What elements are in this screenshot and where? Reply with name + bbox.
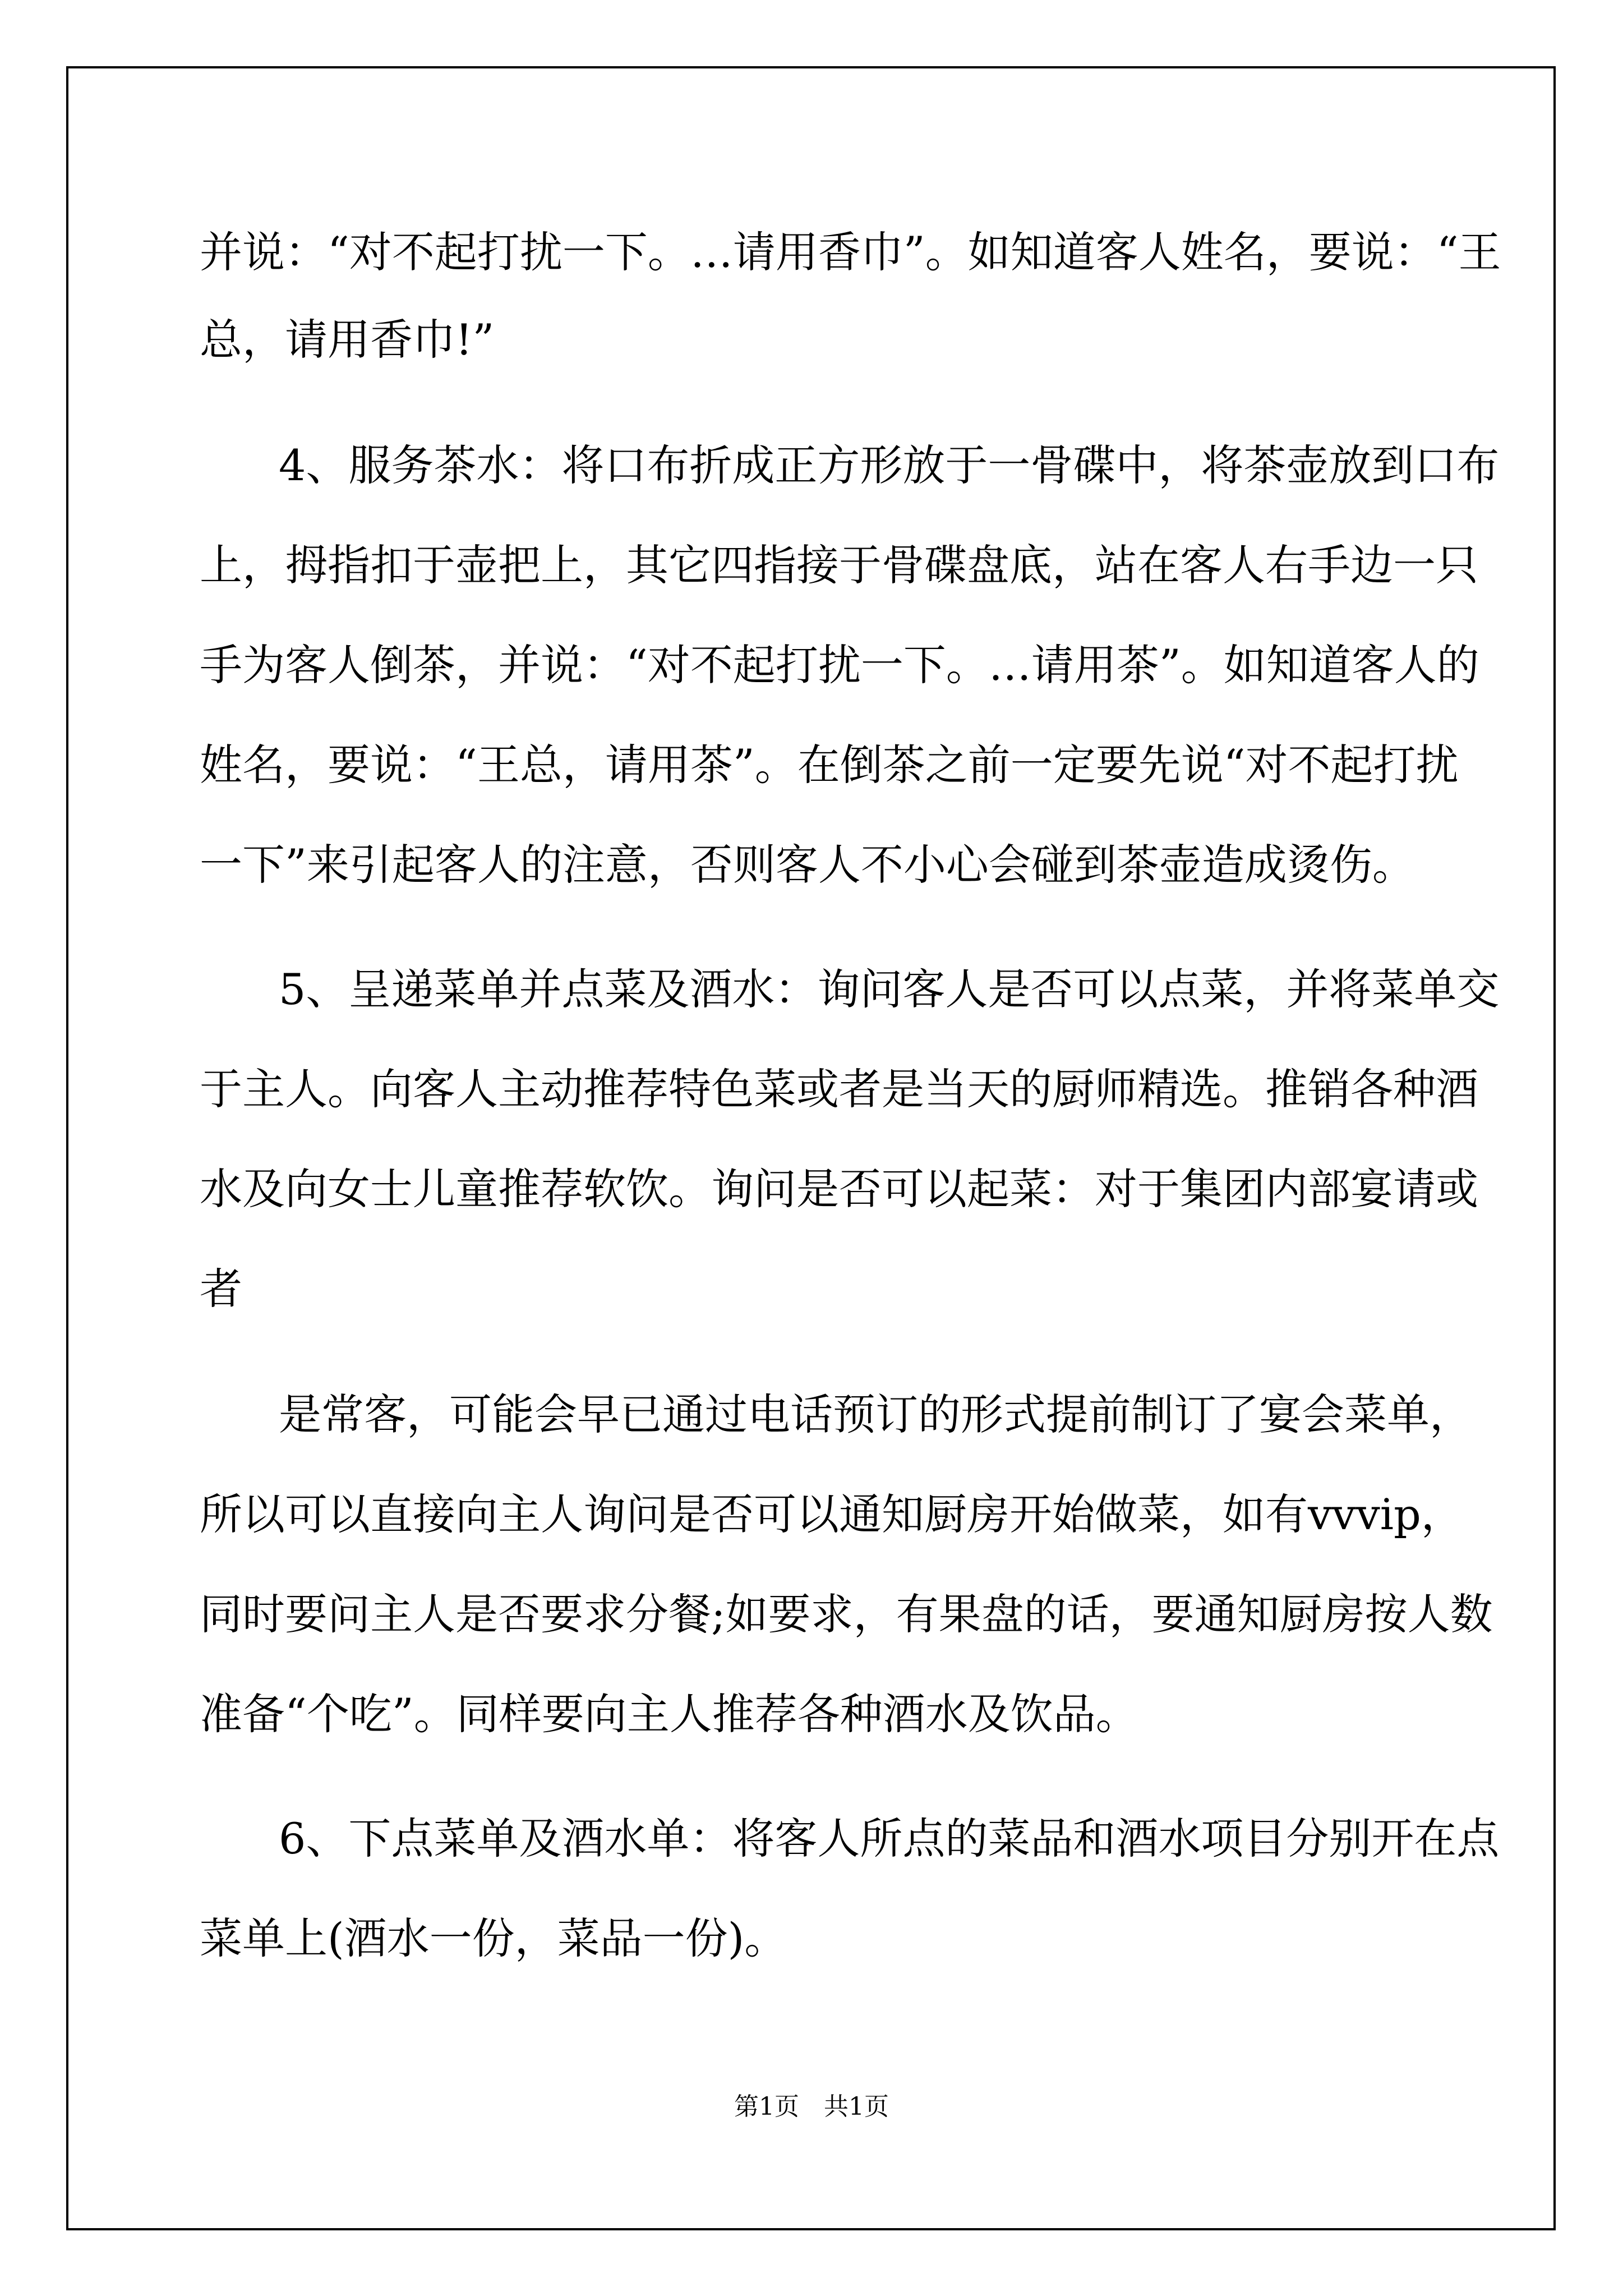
text-line-11: 者: [200, 1264, 242, 1314]
text-line-7: 一下”来引起客人的注意，否则客人不小心会碰到茶壶造成烫伤。: [200, 840, 1415, 890]
page-border: [66, 66, 1556, 2230]
text-line-1: 并说：“对不起打扰一下。…请用香巾”。如知道客人姓名，要说：“王: [200, 227, 1501, 277]
text-line-15: 准备“个吃”。同样要向主人推荐各种酒水及饮品。: [200, 1689, 1138, 1739]
text-line-5: 手为客人倒茶，并说：“对不起打扰一下。…请用茶”。如知道客人的: [200, 640, 1479, 690]
text-line-10: 水及向女士儿童推荐软饮。询问是否可以起菜：对于集团内部宴请或: [200, 1164, 1478, 1214]
text-line-13: 所以可以直接向主人询问是否可以通知厨房开始做菜，如有vvvip，: [200, 1489, 1464, 1539]
text-line-17: 菜单上(酒水一份，菜品一份)。: [200, 1913, 787, 1963]
text-line-16: 6、下点菜单及酒水单：将客人所点的菜品和酒水项目分别开在点: [279, 1814, 1500, 1864]
text-line-3: 4、服务茶水：将口布折成正方形放于一骨碟中，将茶壶放到口布: [279, 440, 1500, 490]
page-footer: 第1页 共1页: [734, 2092, 889, 2121]
text-line-12: 是常客，可能会早已通过电话预订的形式提前制订了宴会菜单，: [279, 1389, 1472, 1439]
text-line-14: 同时要问主人是否要求分餐;如要求，有果盘的话，要通知厨房按人数: [200, 1589, 1493, 1639]
text-line-2: 总，请用香巾!”: [200, 315, 495, 365]
text-line-6: 姓名，要说：“王总，请用茶”。在倒茶之前一定要先说“对不起打扰: [200, 740, 1459, 790]
text-line-9: 于主人。向客人主动推荐特色菜或者是当天的厨师精选。推销各种酒: [200, 1064, 1478, 1114]
text-line-4: 上，拇指扣于壶把上，其它四指接于骨碟盘底，站在客人右手边一只: [200, 540, 1478, 590]
text-line-8: 5、呈递菜单并点菜及酒水：询问客人是否可以点菜，并将菜单交: [279, 964, 1500, 1014]
